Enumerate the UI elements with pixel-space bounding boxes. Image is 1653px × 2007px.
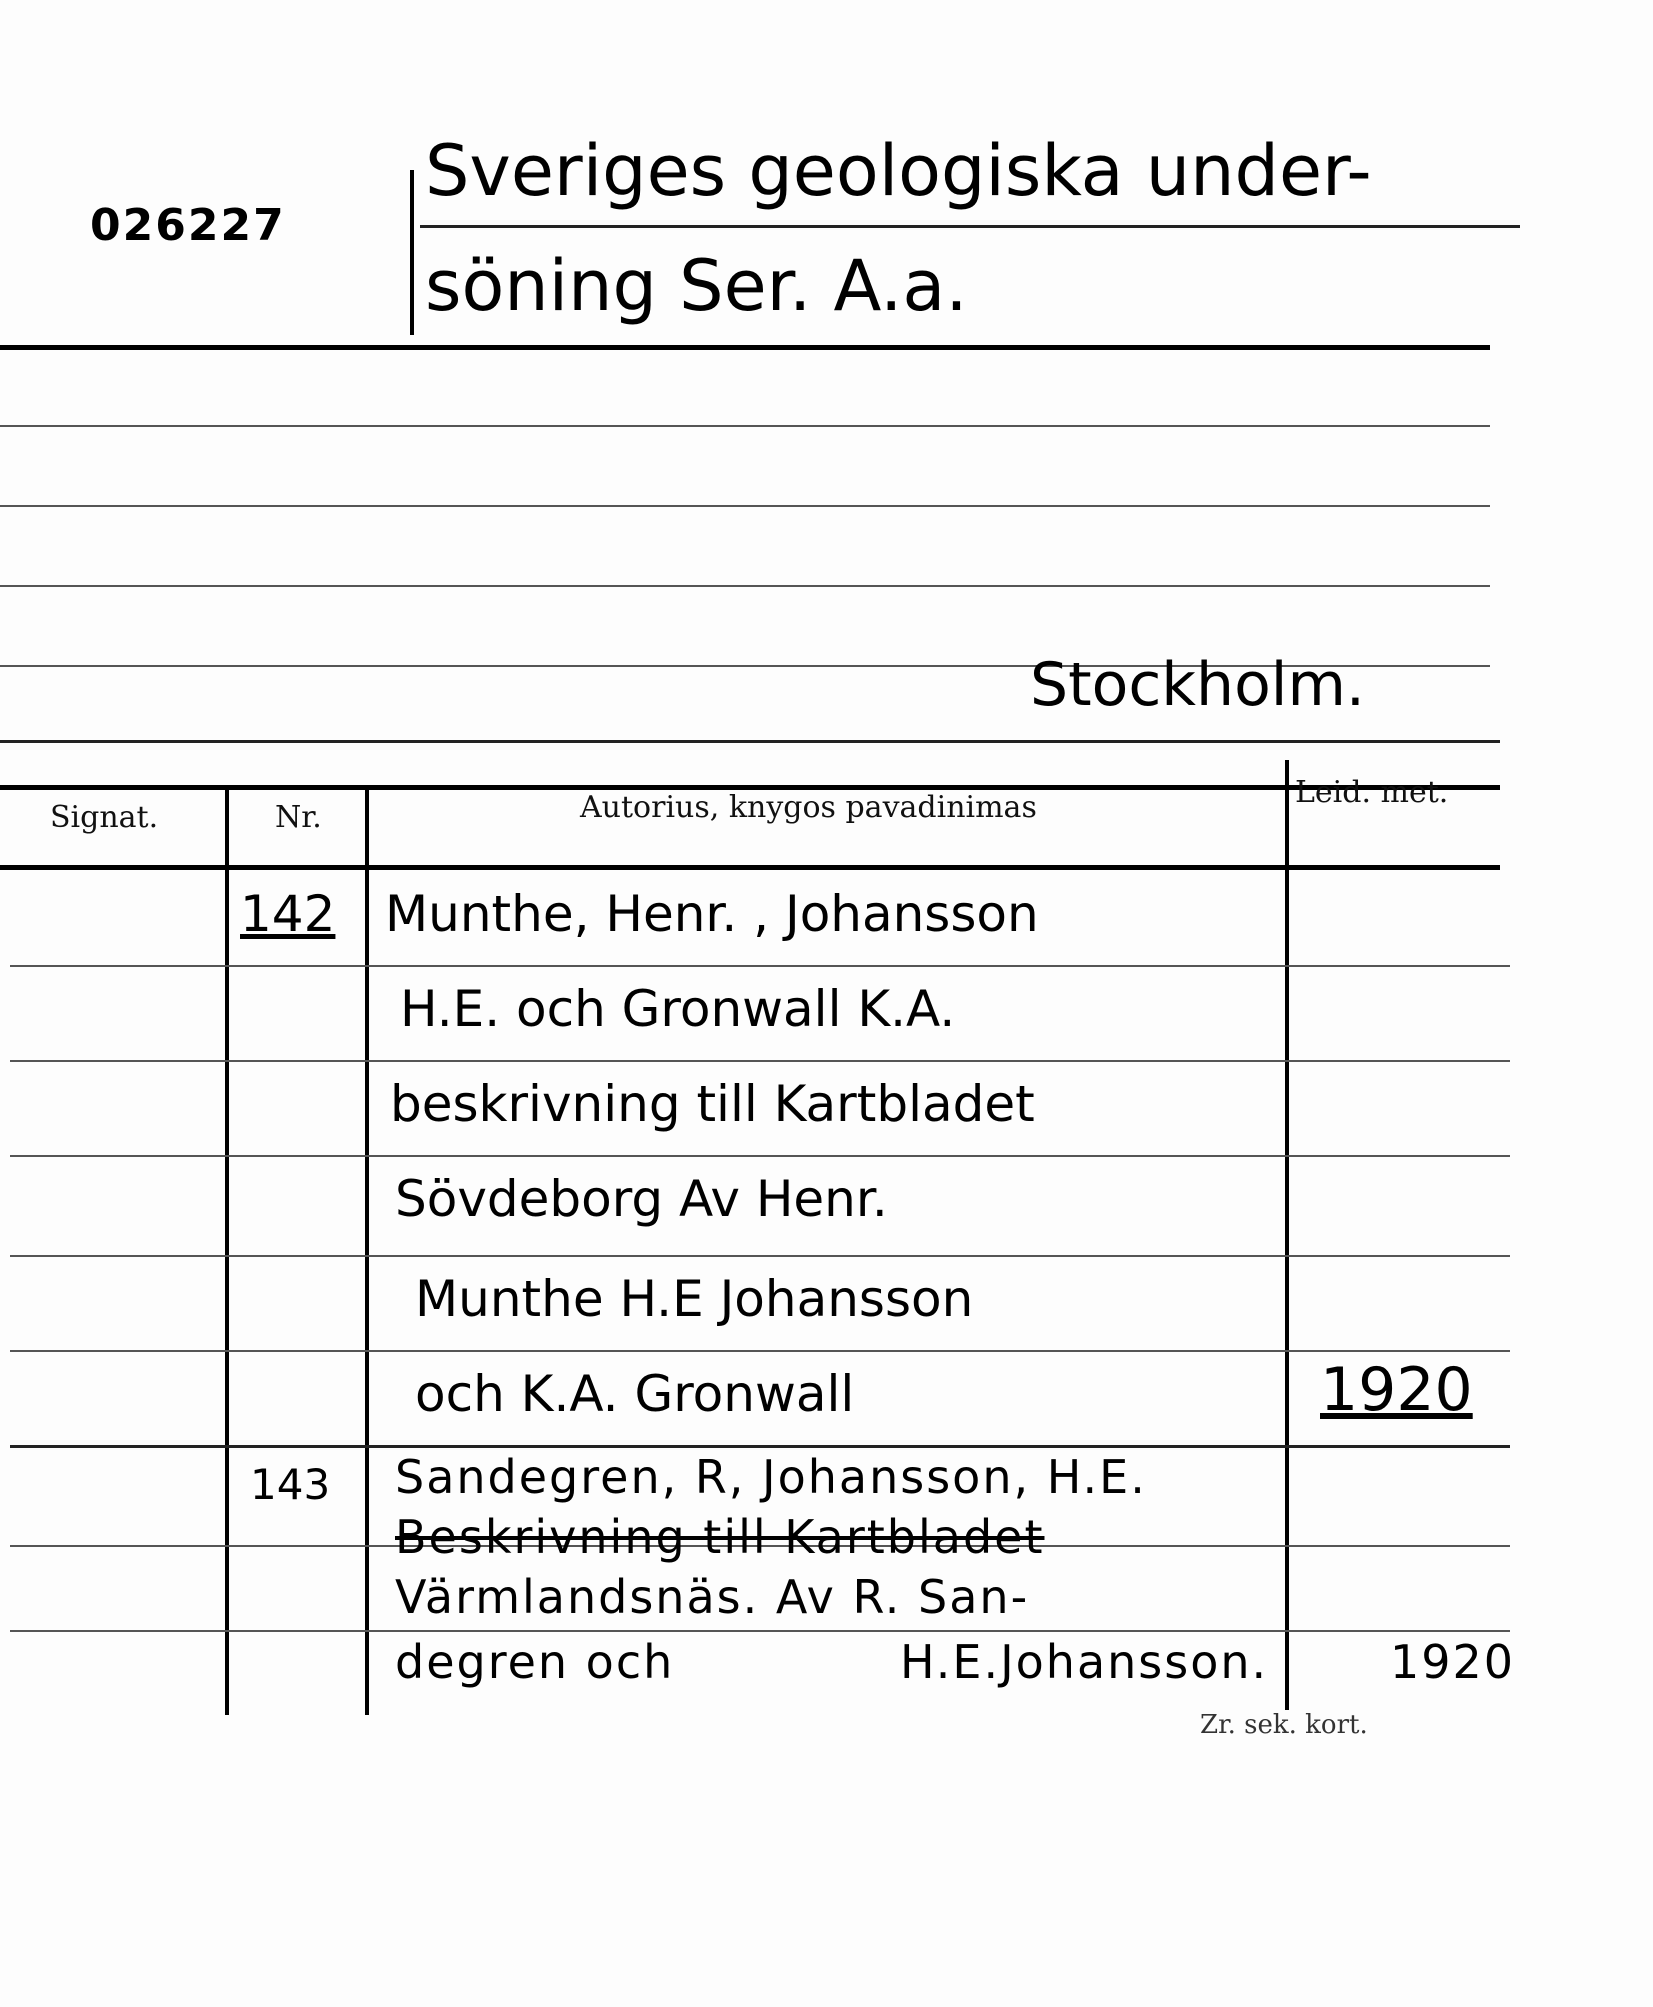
entry-142-line: Sövdeborg Av Henr. bbox=[395, 1170, 888, 1228]
rule bbox=[10, 1255, 1510, 1257]
rule bbox=[10, 1155, 1510, 1157]
rule bbox=[0, 740, 1500, 743]
entry-143-line: Värmlandsnäs. Av R. San- bbox=[395, 1570, 1030, 1624]
column-divider-year bbox=[1285, 760, 1289, 1710]
entry-143-line: degren och bbox=[395, 1635, 675, 1689]
heading-divider bbox=[410, 170, 414, 335]
entry-separator bbox=[10, 1445, 1510, 1448]
header-author-title: Autorius, knygos pavadinimas bbox=[580, 790, 1037, 825]
header-signat: Signat. bbox=[50, 800, 159, 835]
entry-142-line: beskrivning till Kartbladet bbox=[390, 1075, 1035, 1133]
series-title-line-2: söning Ser. A.a. bbox=[425, 245, 968, 327]
rule bbox=[10, 1630, 1510, 1632]
entry-142-line: Munthe, Henr. , Johansson bbox=[385, 885, 1039, 943]
rule bbox=[10, 965, 1510, 967]
entry-143-line: Beskrivning till Kartbladet bbox=[395, 1510, 1045, 1564]
entry-142-nr: 142 bbox=[240, 885, 336, 943]
rule bbox=[420, 225, 1520, 228]
rule bbox=[0, 345, 1490, 350]
entry-142-line: Munthe H.E Johansson bbox=[415, 1270, 974, 1328]
header-year: Leid. met. bbox=[1295, 775, 1449, 810]
entry-142-year: 1920 bbox=[1320, 1355, 1473, 1425]
rule bbox=[0, 585, 1490, 587]
column-divider-nr bbox=[365, 785, 369, 1715]
rule bbox=[0, 425, 1490, 427]
catalog-number: 026227 bbox=[90, 200, 286, 251]
header-nr: Nr. bbox=[275, 800, 322, 835]
entry-142-line: H.E. och Gronwall K.A. bbox=[400, 980, 956, 1038]
publication-place: Stockholm. bbox=[1030, 650, 1365, 720]
entry-143-year: 1920 bbox=[1390, 1635, 1516, 1689]
entry-143-tail: H.E.Johansson. bbox=[900, 1635, 1269, 1689]
rule bbox=[10, 1060, 1510, 1062]
rule bbox=[0, 505, 1490, 507]
entry-142-line: och K.A. Gronwall bbox=[415, 1365, 855, 1423]
entry-143-line: Sandegren, R, Johansson, H.E. bbox=[395, 1450, 1147, 1504]
entry-143-nr: 143 bbox=[250, 1460, 331, 1509]
footer-mark: Zr. sek. kort. bbox=[1200, 1710, 1368, 1740]
column-divider-signat bbox=[225, 785, 229, 1715]
series-title-line-1: Sveriges geologiska under- bbox=[425, 130, 1372, 212]
rule bbox=[10, 1350, 1510, 1352]
